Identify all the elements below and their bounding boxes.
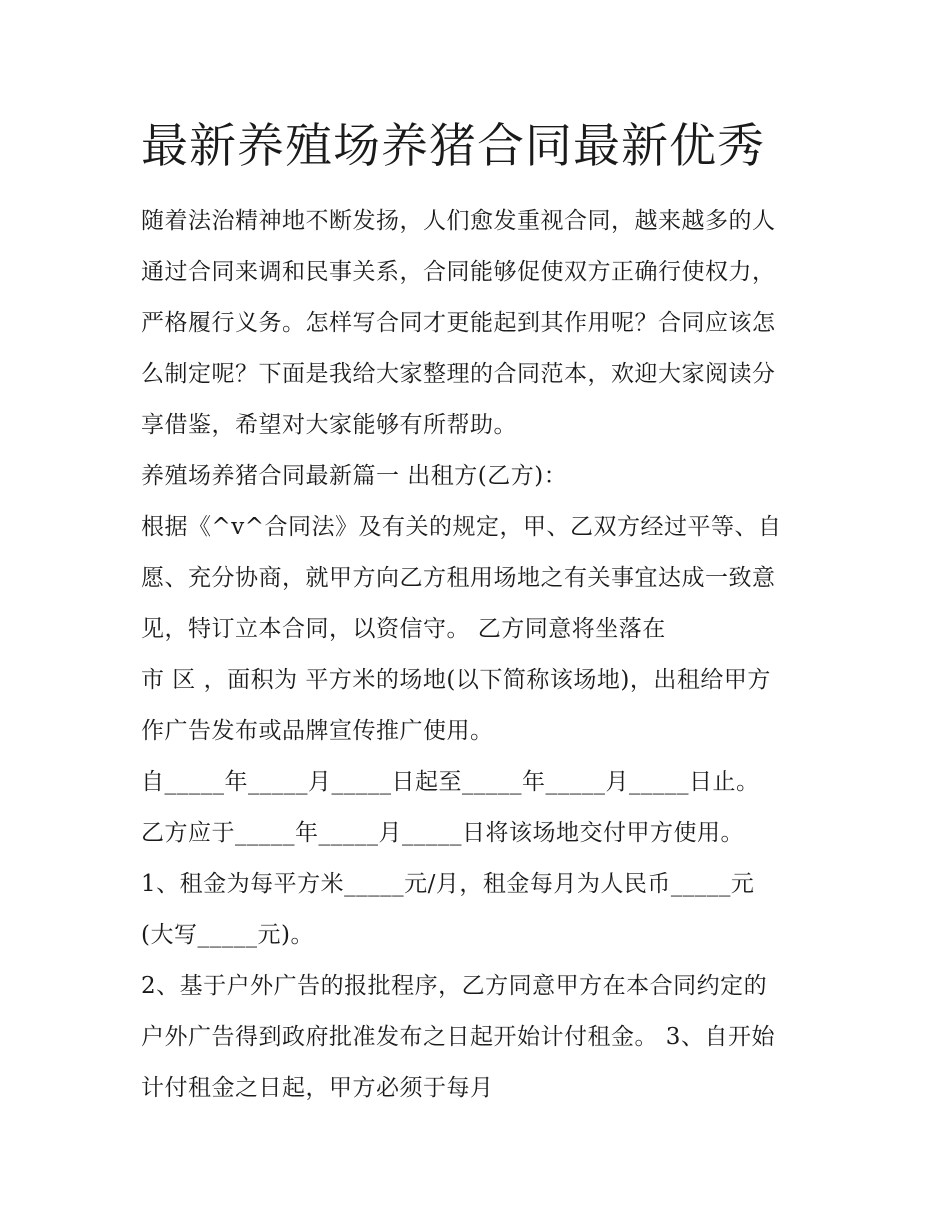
body-line: 享借鉴，希望对大家能够有所帮助。: [141, 412, 517, 438]
handover-date-line: 乙方应于_____年_____月_____日将该场地交付甲方使用。: [141, 820, 744, 846]
clause-2-line: 2、基于户外广告的报批程序，乙方同意甲方在本合同约定的: [141, 973, 768, 999]
body-line: 根据《^v^合同法》及有关的规定，甲、乙双方经过平等、自: [141, 514, 782, 540]
date-range-line: 自_____年_____月_____日起至_____年_____月_____日止。: [141, 769, 760, 795]
body-line: 么制定呢？下面是我给大家整理的合同范本，欢迎大家阅读分: [141, 361, 776, 387]
body-line: 随着法治精神地不断发扬，人们愈发重视合同，越来越多的人: [141, 208, 776, 234]
body-line: 作广告发布或品牌宣传推广使用。: [141, 718, 494, 744]
body-line: 见，特订立本合同，以资信守。 乙方同意将坐落在: [141, 616, 666, 642]
clause-2-line: 户外广告得到政府批准发布之日起开始计付租金。 3、自开始: [141, 1024, 775, 1050]
document-title: 最新养殖场养猪合同最新优秀: [141, 119, 765, 174]
body-line: 市 区 ，面积为 平方米的场地(以下简称该场地)，出租给甲方: [141, 667, 771, 693]
body-line: 愿、充分协商，就甲方向乙方租用场地之有关事宜达成一致意: [141, 565, 776, 591]
document-page: [141, 112, 821, 1114]
body-line: 通过合同来调和民事关系，合同能够促使双方正确行使权力，: [141, 259, 776, 285]
document-body: [141, 196, 821, 1114]
clause-1-line: (大写_____元)。: [141, 922, 314, 948]
body-line: 严格履行义务。怎样写合同才更能起到其作用呢？合同应该怎: [141, 310, 776, 336]
clause-3-line: 计付租金之日起，甲方必须于每月: [141, 1075, 494, 1101]
section-heading: 养殖场养猪合同最新篇一 出租方(乙方)：: [141, 463, 568, 489]
clause-1-line: 1、租金为每平方米_____元/月，租金每月为人民币_____元: [141, 871, 755, 897]
